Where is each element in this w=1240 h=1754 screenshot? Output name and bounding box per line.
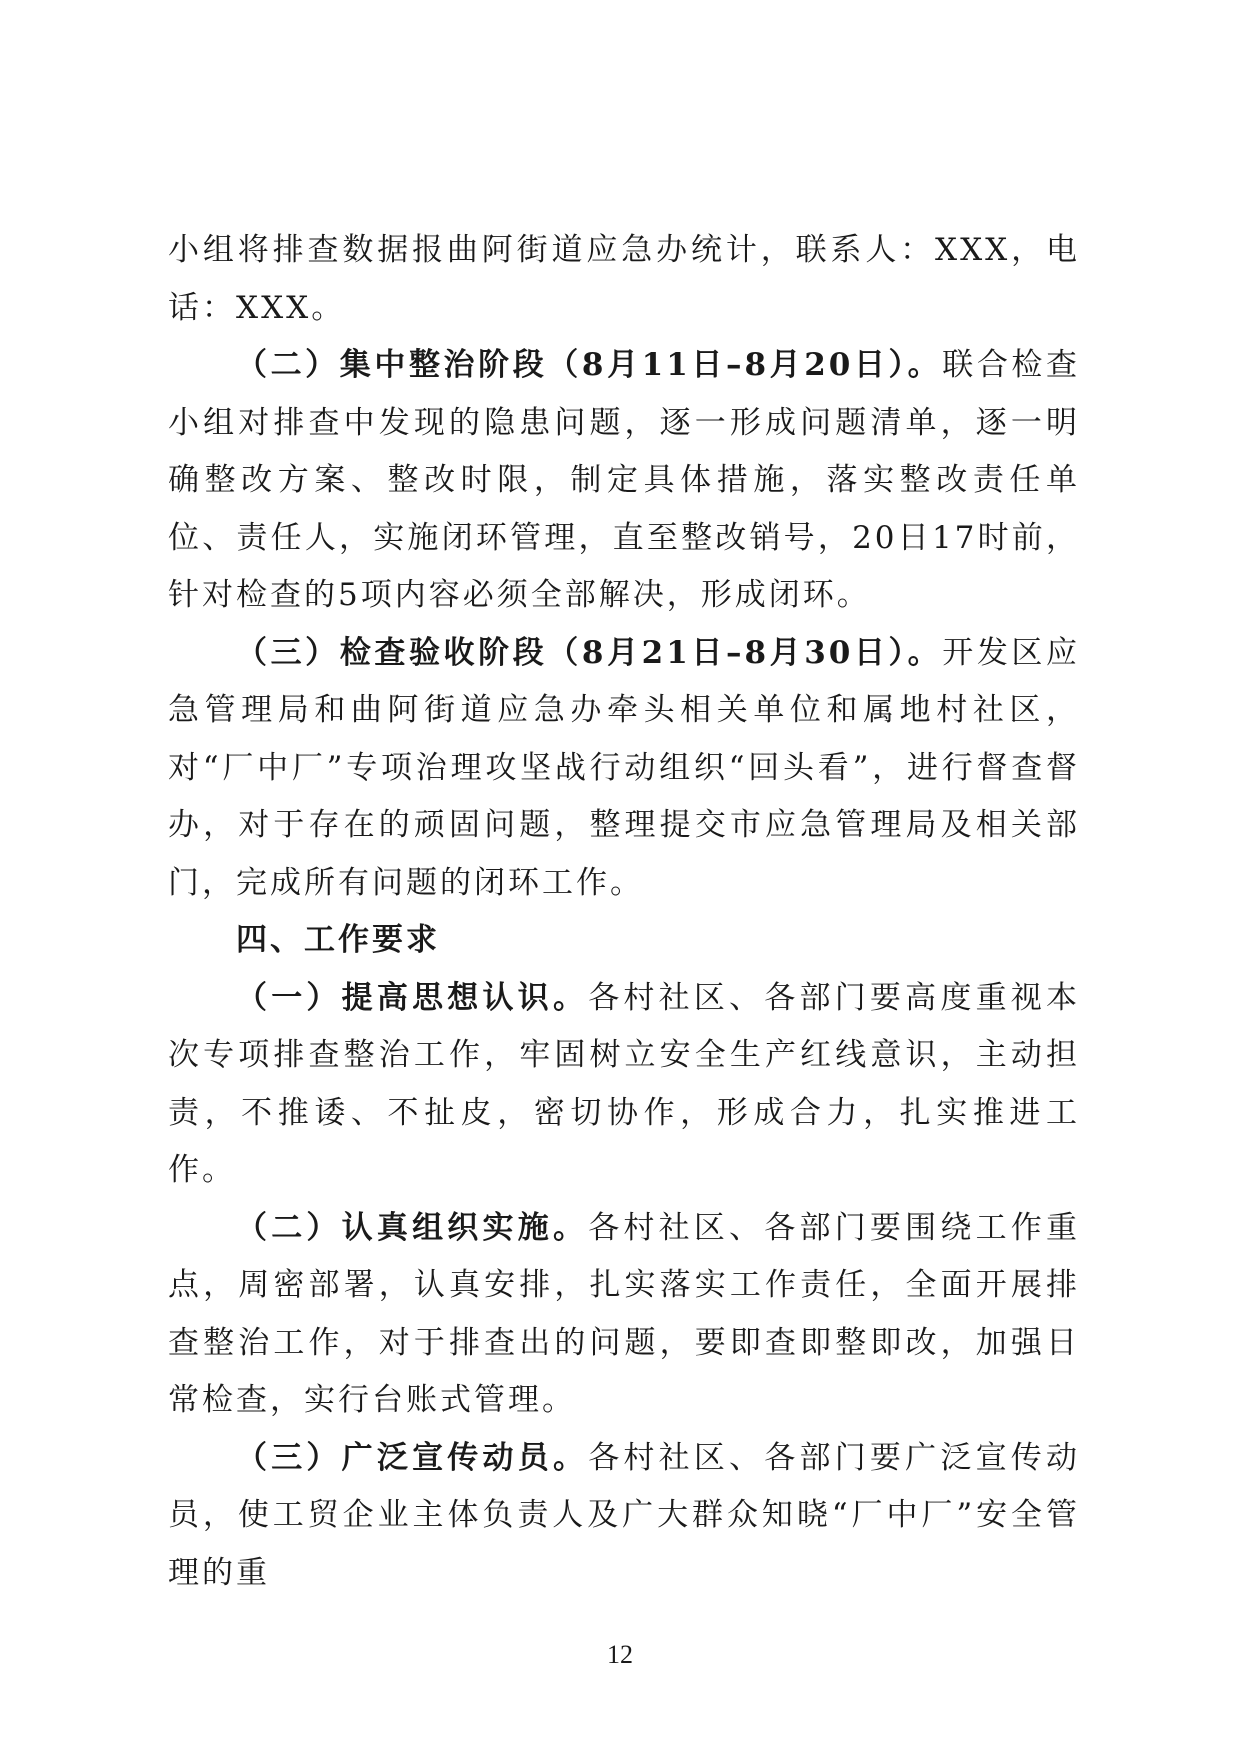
paragraph-centralized-rectification <box>168 337 1080 625</box>
paragraph-lead: （一）提高思想认识。 <box>236 979 589 1016</box>
document-body <box>168 222 1080 1602</box>
paragraph-inspection-acceptance <box>168 625 1080 913</box>
paragraph-organize-implementation <box>168 1200 1080 1430</box>
paragraph-text: 各村社区、各部门要围绕工作重点，周密部署，认真安排，扎实落实工作责任，全面开展排查整治工作，对于排查出的问题，要即查即整即改，加强日常检查，实行台账式管理。 <box>168 1209 1081 1418</box>
paragraph-raise-awareness <box>168 970 1080 1200</box>
paragraph-text: 各村社区、各部门要高度重视本次专项排查整治工作，牢固树立安全生产红线意识，主动担责，不推诿、不扯皮，密切协作，形成合力，扎实推进工作。 <box>168 979 1081 1188</box>
paragraph-text: 小组将排查数据报曲阿街道应急办统计，联系人：XXX，电话：XXX。 <box>168 232 1080 326</box>
page-number: 12 <box>607 1640 633 1669</box>
paragraph-lead: （三）检查验收阶段（8月21日–8月30日）。 <box>236 634 943 671</box>
paragraph-lead: （二）认真组织实施。 <box>236 1209 589 1246</box>
paragraph-lead: （二）集中整治阶段（8月11日–8月20日）。 <box>236 347 943 383</box>
paragraph-text: 开发区应急管理局和曲阿街道应急办牵头相关单位和属地村社区，对“厂中厂”专项治理攻坚战行动组织“回头看”，进行督查督办，对于存在的顽固问题，整理提交市应急管理局及相关部门，完成所有问题的闭环工作。 <box>168 634 1081 901</box>
paragraph-lead: （三）广泛宣传动员。 <box>236 1439 589 1476</box>
paragraph-publicity-mobilization <box>168 1430 1080 1603</box>
paragraph-text: 联合检查小组对排查中发现的隐患问题，逐一形成问题清单，逐一明确整改方案、整改时限，制定具体措施，落实整改责任单位、责任人，实施闭环管理，直至整改销号，20日17时前，针对检查的5项内容必须全部解决，形成闭环。 <box>168 347 1081 613</box>
paragraph-continuation <box>168 222 1080 337</box>
paragraph-text: 各村社区、各部门要广泛宣传动员，使工贸企业主体负责人及广大群众知晓“厂中厂”安全管理的重 <box>168 1439 1081 1591</box>
section-heading: 四、工作要求 <box>236 922 440 958</box>
